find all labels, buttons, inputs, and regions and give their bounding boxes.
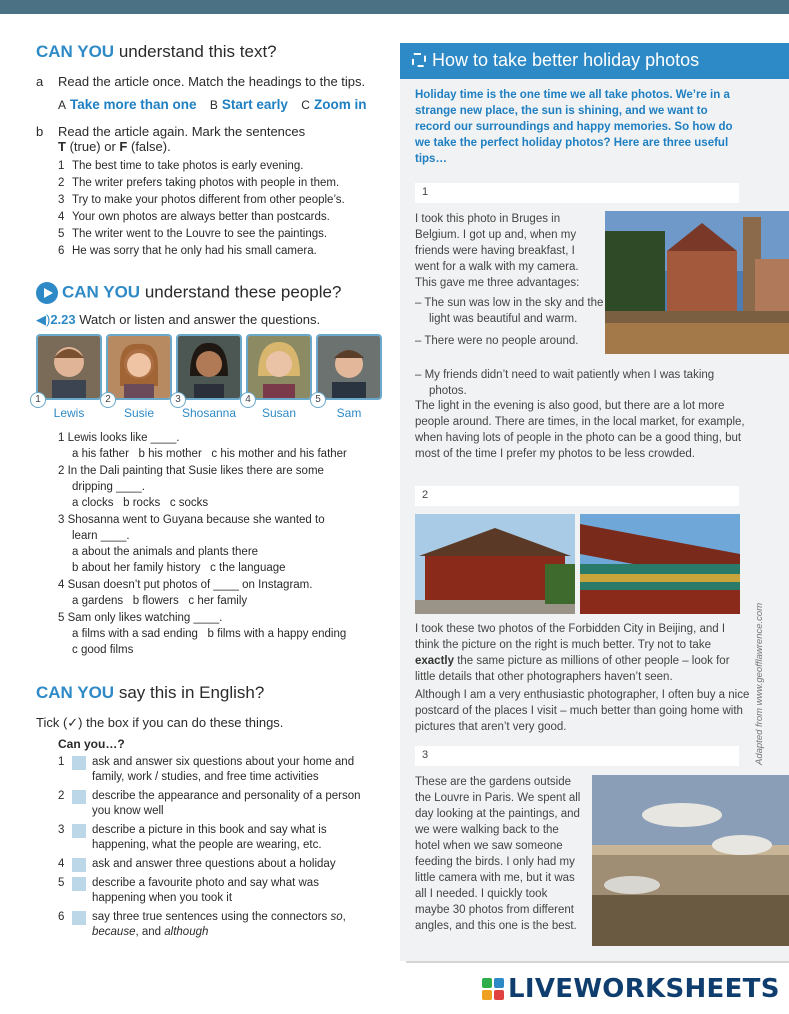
tip1-text: I took this photo in Bruges in Belgium. I got up and, when my friends were having breakfast, I went for a walk with my camera. This gave me three advantages:: [415, 213, 580, 289]
person-card: 3 Shosanna: [176, 334, 242, 420]
checkbox[interactable]: [72, 756, 86, 770]
question-b: b Read the article again. Mark the sentences T (true) or F (false).: [36, 124, 306, 154]
person-name: Sam: [336, 406, 362, 420]
heading-options: A Take more than one B Start early C Zoom in: [58, 97, 367, 112]
list-item: 3 Shosanna went to Guyana because she wanted to: [58, 514, 325, 526]
list-item: 5 Sam only likes watching ____.: [58, 612, 223, 624]
section-heading: CAN YOU say this in English?: [36, 683, 265, 702]
credit-text: Adapted from www.geofflawrence.com: [754, 602, 765, 765]
list-item: 3 Try to make your photos different from other people’s.: [58, 194, 345, 206]
answer-options: a gardens b flowers c her family: [72, 595, 248, 607]
answer-options: c good films: [72, 644, 134, 656]
article-intro: Holiday time is the one time we all take photos. We’re in a strange new place, the sun is shining, and we want to record our surroundings and happy memories. So how do we take the perfect holiday photos? Here are three useful tips…: [415, 89, 733, 165]
listen-instruction: ◀)2.23 Watch or listen and answer the questions.: [36, 312, 321, 327]
checklist-item: 5 describe a favourite photo and say what was happening when you took it: [58, 877, 319, 904]
article-title: How to take better holiday photos: [400, 43, 789, 79]
portrait-image: [246, 334, 312, 400]
checkbox[interactable]: [72, 858, 86, 872]
question-a: a Read the article once. Match the headings to the tips.: [36, 74, 366, 89]
advantages-list-cont: [415, 361, 745, 399]
list-item: 1 The best time to take photos is early evening.: [58, 160, 304, 172]
option-c: Zoom in: [313, 97, 367, 112]
section-say-english: [36, 683, 386, 940]
checklist-item: 6 say three true sentences using the connectors so, because, and although: [58, 911, 346, 938]
portrait-image: [36, 334, 102, 400]
people-row: [36, 334, 386, 420]
logo-tile: [482, 990, 492, 1000]
tip2-paragraph-2: Although I am a very enthusiastic photographer, I often buy a nice postcard of the places I visit – much better than going home with pictures that aren’t very good.: [415, 689, 750, 733]
option-a: Take more than one: [70, 97, 197, 112]
checklist-item: 4 ask and answer three questions about a holiday: [58, 858, 336, 870]
section-heading: CAN YOU understand these people?: [36, 282, 386, 304]
list-item: 2 The writer prefers taking photos with people in them.: [58, 177, 340, 189]
list-item: 6 He was sorry that he only had his small camera.: [58, 245, 317, 257]
list-item: 2 In the Dali painting that Susie likes there are some: [58, 465, 324, 477]
checklist-item: 1 ask and answer six questions about your home and family, work / studies, and free time activities: [58, 756, 355, 783]
list-item: 1 Lewis looks like ____.: [58, 432, 180, 444]
heading-answer-box-1[interactable]: 1: [415, 183, 739, 203]
checklist-item: 3 describe a picture in this book and say what is happening, what the people are wearing, etc.: [58, 824, 327, 851]
liveworksheets-logo: [482, 973, 780, 1005]
checklist: [58, 755, 386, 940]
checkbox[interactable]: [72, 877, 86, 891]
person-name: Susan: [261, 406, 297, 420]
speaker-icon[interactable]: ◀): [36, 312, 51, 327]
person-card: 5 Sam: [316, 334, 382, 420]
louvre-birds-photo: [592, 775, 789, 946]
statement-list: [58, 158, 386, 260]
logo-tile: [494, 978, 504, 988]
advantages-list: [415, 289, 605, 349]
play-icon[interactable]: [36, 282, 58, 304]
section-understand-text: [36, 42, 386, 260]
checklist-item: 2 describe the appearance and personality of a person you know well: [58, 790, 361, 817]
list-item: – My friends didn’t need to wait patiently when I was taking photos.: [415, 369, 715, 397]
answer-options: b about her family history c the language: [72, 562, 286, 574]
checkbox[interactable]: [72, 824, 86, 838]
tip1-paragraph-2: The light in the evening is also good, but there are a lot more people around. There are times, in the local market, for example, when having lots of people in the photo can be a good thing, but most of the time I prefer my photos to be less crowded.: [415, 400, 745, 460]
section-heading: CAN YOU understand this text?: [36, 42, 277, 61]
portrait-image: [176, 334, 242, 400]
person-card: 4 Susan: [246, 334, 312, 420]
tip3-text: These are the gardens outside the Louvre in Paris. We spent all day looking at the paintings, and we were walking back to the hotel when we saw someone feeding the birds. I only had my little camera with me, but it was all I needed. I quickly took maybe 30 photos from different angles, and this one is the best.: [415, 776, 581, 932]
list-item: – The sun was low in the sky and the light was beautiful and warm.: [415, 297, 604, 325]
person-name: Susie: [123, 406, 155, 420]
answer-options: a his father b his mother c his mother and his father: [72, 448, 347, 460]
checkbox[interactable]: [72, 911, 86, 925]
logo-tile: [494, 990, 504, 1000]
divider: [406, 961, 789, 963]
answer-options: a clocks b rocks c socks: [72, 497, 209, 509]
person-name: Shosanna: [181, 406, 237, 420]
option-b: Start early: [221, 97, 288, 112]
portrait-image: [316, 334, 382, 400]
checkbox[interactable]: [72, 790, 86, 804]
tip2-paragraph-1: I took these two photos of the Forbidden City in Beijing, and I think the picture on the right is much better. Try not to take exactly the same picture as millions of other people – look for little details that other photographers haven’t seen.: [415, 623, 730, 683]
list-item: 4 Your own photos are always better than postcards.: [58, 211, 330, 223]
frame-icon: [412, 53, 426, 67]
bruges-photo: [605, 211, 789, 354]
person-name: Lewis: [53, 406, 85, 420]
logo-tile: [482, 978, 492, 988]
list-item: 5 The writer went to the Louvre to see the paintings.: [58, 228, 328, 240]
list-item: – There were no people around.: [415, 335, 579, 347]
person-card: 2 Susie: [106, 334, 172, 420]
article-panel: [400, 43, 789, 961]
section-understand-people: [36, 282, 386, 658]
forbidden-city-photo-1: [415, 514, 575, 614]
top-bar: [0, 0, 789, 14]
portrait-image: [106, 334, 172, 400]
can-you-label: Can you…?: [58, 737, 125, 751]
answer-options: a films with a sad ending b films with a happy ending: [72, 628, 347, 640]
heading-answer-box-2[interactable]: 2: [415, 486, 739, 506]
logo-text: LIVEWORKSHEETS: [508, 974, 780, 1004]
answer-options: a about the animals and plants there: [72, 546, 259, 558]
forbidden-city-photo-2: [580, 514, 740, 614]
heading-answer-box-3[interactable]: 3: [415, 746, 739, 766]
question-list: 1 Lewis looks like ____. a his father b his mother c his mother and his father 2 In the Dali painting that Susie likes there are some dripping ____. a clocks b rocks c socks 3 Shosanna went to Guyana because she wanted to learn ____. a about the animals and plants there b about her family history c the language 4 Susan doesn’t put photos of ____ on Instagram. a gardens b flowers c her family 5 Sam only likes watching ____. a films with a sad ending b films with a happy ending c good films: [58, 430, 386, 658]
list-item: 4 Susan doesn’t put photos of ____ on Instagram.: [58, 579, 313, 591]
logo-icon: [482, 978, 504, 1000]
tick-instruction: Tick (✓) the box if you can do these things.: [36, 715, 284, 730]
person-card: 1 Lewis: [36, 334, 102, 420]
